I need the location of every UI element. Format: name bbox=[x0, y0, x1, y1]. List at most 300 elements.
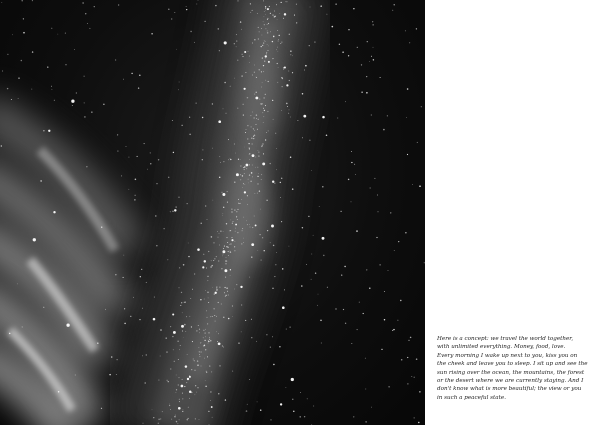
star bbox=[262, 58, 263, 59]
star bbox=[144, 143, 145, 144]
star bbox=[278, 67, 279, 68]
star bbox=[232, 371, 233, 372]
star bbox=[208, 251, 209, 252]
star bbox=[231, 211, 232, 212]
star bbox=[300, 416, 301, 417]
star bbox=[265, 6, 266, 7]
star bbox=[53, 211, 55, 213]
star bbox=[257, 193, 258, 194]
star bbox=[264, 24, 265, 25]
star bbox=[134, 199, 135, 200]
star bbox=[272, 336, 273, 337]
star bbox=[261, 71, 262, 72]
star bbox=[142, 355, 143, 356]
star bbox=[209, 339, 210, 340]
star bbox=[272, 15, 273, 16]
star bbox=[7, 54, 8, 55]
star bbox=[248, 183, 249, 184]
star bbox=[311, 170, 312, 171]
caption-line: Every morning I wake up next to you, kiss you on bbox=[437, 352, 578, 359]
star bbox=[31, 89, 32, 90]
star bbox=[262, 35, 263, 36]
star bbox=[239, 203, 240, 204]
star bbox=[207, 280, 208, 281]
star bbox=[201, 366, 202, 367]
star bbox=[234, 78, 235, 79]
star bbox=[394, 4, 395, 5]
star bbox=[253, 136, 254, 137]
star bbox=[384, 319, 385, 320]
star bbox=[348, 179, 350, 181]
star bbox=[97, 342, 99, 344]
star bbox=[309, 45, 310, 46]
star bbox=[262, 145, 263, 146]
star bbox=[249, 62, 250, 63]
star bbox=[270, 31, 271, 32]
star bbox=[225, 399, 226, 400]
star bbox=[246, 168, 247, 169]
star bbox=[203, 330, 204, 331]
star bbox=[267, 18, 268, 19]
star bbox=[292, 72, 293, 73]
star bbox=[172, 211, 173, 212]
star bbox=[186, 316, 187, 317]
star bbox=[218, 333, 219, 334]
star bbox=[172, 313, 174, 315]
star bbox=[33, 238, 36, 241]
star bbox=[257, 13, 258, 14]
star bbox=[416, 358, 418, 360]
star bbox=[254, 39, 255, 40]
star bbox=[43, 130, 44, 131]
star bbox=[168, 381, 169, 382]
star bbox=[278, 39, 279, 40]
star bbox=[226, 288, 227, 289]
star bbox=[240, 179, 241, 180]
star bbox=[234, 246, 235, 247]
star bbox=[288, 71, 289, 72]
star bbox=[199, 351, 200, 352]
star bbox=[207, 323, 208, 324]
star bbox=[270, 13, 271, 14]
star bbox=[313, 235, 314, 236]
star bbox=[282, 268, 284, 270]
star bbox=[220, 231, 221, 232]
star bbox=[183, 337, 184, 338]
star bbox=[137, 156, 138, 157]
star bbox=[224, 287, 225, 288]
star bbox=[235, 231, 236, 232]
star bbox=[313, 406, 314, 407]
star bbox=[286, 387, 287, 388]
star bbox=[206, 317, 207, 318]
star bbox=[263, 153, 264, 154]
star bbox=[300, 392, 301, 393]
star bbox=[66, 324, 69, 327]
star bbox=[23, 32, 25, 34]
star bbox=[232, 237, 233, 238]
star bbox=[228, 255, 229, 256]
star bbox=[260, 209, 261, 210]
star bbox=[248, 179, 249, 180]
star bbox=[276, 49, 277, 50]
star bbox=[162, 411, 163, 412]
star bbox=[252, 165, 253, 166]
star bbox=[47, 67, 48, 68]
star bbox=[214, 293, 215, 294]
star bbox=[199, 329, 200, 330]
star bbox=[216, 289, 217, 290]
star bbox=[242, 56, 243, 57]
star bbox=[182, 393, 183, 394]
star bbox=[264, 110, 265, 111]
star bbox=[192, 341, 193, 342]
star bbox=[72, 105, 73, 106]
star bbox=[304, 70, 305, 71]
star bbox=[254, 72, 255, 73]
star bbox=[179, 377, 180, 378]
star bbox=[266, 334, 267, 335]
star bbox=[261, 146, 262, 147]
star bbox=[215, 292, 216, 293]
caption-line: sun rising over the ocean, the mountains, the forest bbox=[437, 369, 585, 376]
star bbox=[139, 74, 141, 76]
star bbox=[293, 411, 294, 412]
star bbox=[195, 385, 196, 386]
star bbox=[320, 320, 321, 321]
star bbox=[405, 232, 406, 233]
star bbox=[219, 245, 220, 246]
star bbox=[373, 47, 374, 48]
star bbox=[194, 370, 195, 371]
star bbox=[308, 216, 309, 217]
star bbox=[277, 51, 278, 52]
star bbox=[218, 302, 219, 303]
star bbox=[280, 197, 281, 198]
star bbox=[286, 1, 287, 2]
star bbox=[266, 53, 267, 54]
star bbox=[187, 354, 188, 355]
star bbox=[363, 313, 364, 314]
star bbox=[291, 378, 294, 381]
star bbox=[131, 73, 132, 74]
star bbox=[228, 251, 229, 252]
star bbox=[223, 108, 224, 109]
star bbox=[257, 183, 258, 184]
star bbox=[267, 32, 268, 33]
star bbox=[261, 260, 262, 261]
star bbox=[156, 245, 157, 246]
star bbox=[234, 43, 235, 44]
caption-line: the cheek and leave you to sleep. I sit up and see the bbox=[437, 361, 588, 368]
star bbox=[244, 167, 245, 168]
star bbox=[174, 12, 175, 13]
star bbox=[407, 383, 408, 384]
star bbox=[1, 2, 2, 3]
star bbox=[167, 380, 168, 381]
star bbox=[255, 167, 256, 168]
star bbox=[204, 299, 205, 300]
star bbox=[369, 287, 370, 288]
star bbox=[315, 273, 316, 274]
star bbox=[133, 297, 134, 298]
star bbox=[208, 343, 209, 344]
star bbox=[195, 394, 196, 395]
star bbox=[265, 80, 266, 81]
star bbox=[169, 404, 170, 405]
star bbox=[249, 277, 250, 278]
star bbox=[243, 115, 244, 116]
star bbox=[174, 361, 175, 362]
star bbox=[173, 331, 176, 334]
star bbox=[216, 287, 217, 288]
star bbox=[270, 242, 271, 243]
star bbox=[230, 86, 231, 87]
star bbox=[268, 130, 269, 131]
star bbox=[263, 65, 264, 66]
star bbox=[219, 177, 220, 178]
star bbox=[188, 243, 189, 244]
star bbox=[128, 189, 129, 190]
star bbox=[203, 254, 204, 255]
star bbox=[250, 3, 251, 4]
star bbox=[243, 167, 244, 168]
star bbox=[152, 409, 153, 410]
star bbox=[351, 151, 352, 152]
star bbox=[267, 50, 268, 51]
star bbox=[238, 342, 239, 343]
star bbox=[181, 292, 182, 293]
star bbox=[342, 51, 344, 53]
star bbox=[179, 401, 180, 402]
star bbox=[247, 195, 248, 196]
caption-line: with unlimited everything. Money, food, love. bbox=[437, 344, 566, 351]
star bbox=[280, 403, 282, 405]
star bbox=[230, 251, 231, 252]
star bbox=[266, 132, 267, 133]
star bbox=[243, 88, 245, 90]
star bbox=[252, 10, 253, 11]
star bbox=[252, 42, 253, 43]
star bbox=[369, 61, 370, 62]
star bbox=[179, 419, 180, 420]
star bbox=[384, 291, 385, 292]
star bbox=[307, 398, 308, 399]
star bbox=[247, 125, 248, 126]
star bbox=[230, 275, 231, 276]
star bbox=[421, 106, 422, 107]
star bbox=[223, 347, 224, 348]
star bbox=[178, 197, 179, 198]
star bbox=[183, 264, 185, 266]
star bbox=[230, 269, 231, 270]
star bbox=[187, 418, 188, 419]
star bbox=[76, 92, 77, 93]
star bbox=[279, 346, 280, 347]
star bbox=[135, 195, 136, 196]
star bbox=[357, 329, 358, 330]
star bbox=[168, 177, 169, 178]
star bbox=[179, 287, 180, 288]
star bbox=[226, 237, 227, 238]
star bbox=[366, 92, 368, 94]
star bbox=[196, 392, 197, 393]
star bbox=[266, 200, 267, 201]
star bbox=[371, 114, 372, 115]
star bbox=[290, 117, 291, 118]
star bbox=[181, 325, 184, 328]
star bbox=[176, 421, 177, 422]
star bbox=[182, 411, 183, 412]
star bbox=[251, 319, 252, 320]
star bbox=[237, 0, 238, 1]
star bbox=[249, 148, 250, 149]
star bbox=[267, 111, 268, 112]
star bbox=[351, 201, 352, 202]
star bbox=[286, 103, 288, 105]
star bbox=[304, 416, 305, 417]
star bbox=[212, 103, 213, 104]
star bbox=[235, 241, 236, 242]
star bbox=[235, 224, 237, 226]
star bbox=[197, 387, 198, 388]
star bbox=[256, 341, 257, 342]
star bbox=[121, 175, 122, 176]
star bbox=[373, 59, 374, 60]
star bbox=[240, 159, 241, 160]
star bbox=[204, 340, 205, 341]
star bbox=[268, 23, 269, 24]
star bbox=[246, 164, 249, 167]
star bbox=[210, 266, 212, 268]
star bbox=[283, 68, 284, 69]
star bbox=[374, 178, 375, 179]
star bbox=[115, 274, 116, 275]
star bbox=[268, 61, 270, 63]
star bbox=[237, 108, 238, 109]
star bbox=[240, 286, 242, 288]
star bbox=[210, 391, 211, 392]
star bbox=[261, 174, 262, 175]
star bbox=[86, 166, 87, 167]
star bbox=[158, 159, 159, 160]
star bbox=[252, 177, 253, 178]
caption-paragraph bbox=[437, 335, 595, 402]
star bbox=[245, 72, 246, 73]
star bbox=[190, 31, 191, 32]
star bbox=[335, 3, 336, 4]
star bbox=[265, 94, 266, 95]
star bbox=[302, 93, 304, 95]
star bbox=[258, 152, 259, 153]
star bbox=[191, 369, 192, 370]
star bbox=[381, 349, 382, 350]
star bbox=[383, 129, 385, 131]
star bbox=[273, 364, 274, 365]
star bbox=[222, 250, 225, 253]
star bbox=[202, 159, 203, 160]
star bbox=[250, 12, 251, 13]
star bbox=[292, 188, 294, 190]
star bbox=[222, 213, 223, 214]
star bbox=[400, 300, 401, 301]
star bbox=[265, 14, 266, 15]
star bbox=[143, 423, 144, 424]
star bbox=[277, 82, 278, 83]
caption-line: in such a peaceful state. bbox=[437, 394, 506, 401]
star bbox=[223, 254, 224, 255]
star bbox=[258, 150, 259, 151]
star bbox=[227, 242, 228, 243]
star bbox=[322, 186, 324, 188]
star bbox=[235, 228, 236, 229]
star bbox=[103, 104, 104, 105]
star bbox=[221, 304, 222, 305]
star bbox=[178, 423, 179, 424]
star bbox=[236, 216, 237, 217]
star bbox=[174, 209, 176, 211]
star bbox=[200, 343, 201, 344]
star bbox=[317, 305, 318, 306]
star bbox=[150, 163, 151, 164]
star bbox=[267, 8, 269, 10]
star bbox=[241, 29, 242, 30]
star bbox=[228, 247, 229, 248]
star bbox=[203, 337, 204, 338]
star bbox=[302, 227, 303, 228]
star bbox=[247, 404, 248, 405]
star bbox=[280, 182, 281, 183]
star bbox=[225, 296, 226, 297]
star bbox=[281, 77, 282, 78]
star bbox=[234, 182, 235, 183]
star bbox=[211, 406, 213, 408]
star bbox=[259, 234, 260, 235]
caption-line: don't know what is more beautiful; the view or you bbox=[437, 386, 582, 393]
star bbox=[244, 169, 245, 170]
star bbox=[173, 349, 174, 350]
star bbox=[241, 243, 242, 244]
star bbox=[160, 355, 161, 356]
star bbox=[256, 118, 257, 119]
star bbox=[146, 282, 147, 283]
star bbox=[231, 239, 233, 241]
star bbox=[264, 61, 265, 62]
star bbox=[287, 106, 288, 107]
star bbox=[118, 4, 119, 5]
star bbox=[206, 311, 207, 312]
star bbox=[182, 409, 183, 410]
star bbox=[276, 169, 277, 170]
star bbox=[219, 50, 220, 51]
star bbox=[405, 31, 406, 32]
star bbox=[249, 175, 250, 176]
star bbox=[211, 236, 213, 238]
star bbox=[289, 110, 290, 111]
star bbox=[205, 336, 206, 337]
star bbox=[215, 5, 216, 6]
star bbox=[185, 365, 187, 367]
star bbox=[359, 302, 360, 303]
star bbox=[205, 333, 206, 334]
star bbox=[267, 230, 268, 231]
star bbox=[32, 0, 33, 1]
star bbox=[222, 193, 225, 196]
star bbox=[414, 377, 415, 378]
star bbox=[1, 145, 2, 146]
star bbox=[54, 100, 55, 101]
star bbox=[105, 309, 106, 310]
